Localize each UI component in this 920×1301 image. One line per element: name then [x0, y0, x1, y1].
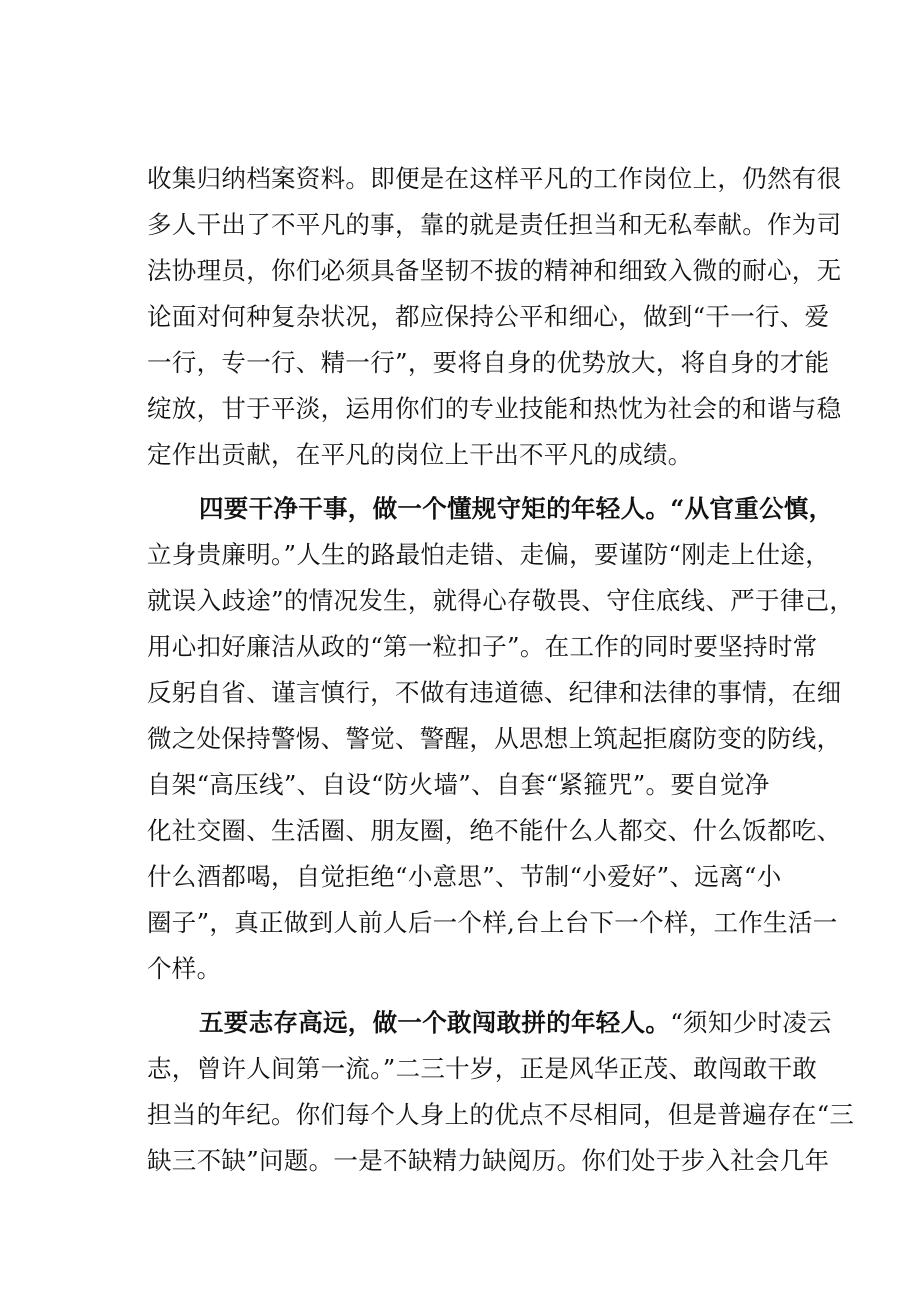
text-line: 化社交圈、生活圈、朋友圈，绝不能什么人都交、什么饭都吃、 [147, 816, 842, 845]
text-line: 多人干出了不平凡的事，靠的就是责任担当和无私奉献。作为司 [147, 210, 842, 239]
section-heading-four: 四要干净干事，做一个懂规守矩的年轻人。 [199, 494, 671, 523]
paragraph-integrity [147, 486, 855, 992]
text-line: 绽放，甘于平淡，运用你们的专业技能和热忱为社会的和谐与稳 [147, 394, 842, 423]
section-heading-five: 五要志存高远，做一个敢闯敢拼的年轻人。 [199, 1008, 671, 1037]
text-line: 一行，专一行、精一行”，要将自身的优势放大，将自身的才能 [147, 348, 830, 377]
text-line: 什么酒都喝，自觉拒绝“小意思”、节制“小爱好”、远离“小 [147, 862, 782, 891]
paragraph-ambition [147, 1000, 855, 1184]
text-line: 就误入歧途”的情况发生，就得心存敬畏、守住底线、严于律己， [147, 586, 855, 615]
quote-start: “从官重公慎， [670, 494, 834, 523]
text-line: 圈子”，真正做到人前人后一个样,台上台下一个样，工作生活一 [147, 908, 838, 937]
text-line: 缺三不缺”问题。一是不缺精力缺阅历。你们处于步入社会几年 [147, 1146, 830, 1175]
document-body [147, 156, 855, 1184]
text-line: 论面对何种复杂状况，都应保持公平和细心，做到“干一行、爱 [147, 302, 830, 331]
text-line: 志，曾许人间第一流。”二三十岁，正是风华正茂、敢闯敢干敢 [147, 1054, 818, 1083]
text-line [147, 486, 834, 532]
text-line: 微之处保持警惕、警觉、警醒，从思想上筑起拒腐防变的防线， [147, 724, 842, 753]
quote-start: “须知少时凌云 [670, 1008, 832, 1037]
text-line: 收集归纳档案资料。即便是在这样平凡的工作岗位上，仍然有很 [147, 164, 842, 193]
text-line: 立身贵廉明。”人生的路最怕走错、走偏，要谨防“刚走上仕途， [147, 540, 830, 569]
text-line: 定作出贡献，在平凡的岗位上干出不平凡的成绩。 [147, 440, 693, 469]
text-line: 用心扣好廉洁从政的“第一粒扣子”。在工作的同时要坚持时常 [147, 632, 818, 661]
text-line [147, 1000, 832, 1046]
text-line: 法协理员，你们必须具备坚韧不拔的精神和细致入微的耐心，无 [147, 256, 842, 285]
text-line: 担当的年纪。你们每个人身上的优点不尽相同，但是普遍存在“三 [147, 1100, 855, 1129]
text-line: 自架“高压线”、自设“防火墙”、自套“紧箍咒”。要自觉净 [147, 770, 770, 799]
text-line: 个样。 [147, 954, 222, 983]
text-line: 反躬自省、谨言慎行，不做有违道德、纪律和法律的事情，在细 [147, 678, 842, 707]
paragraph-archive-work [147, 156, 842, 478]
